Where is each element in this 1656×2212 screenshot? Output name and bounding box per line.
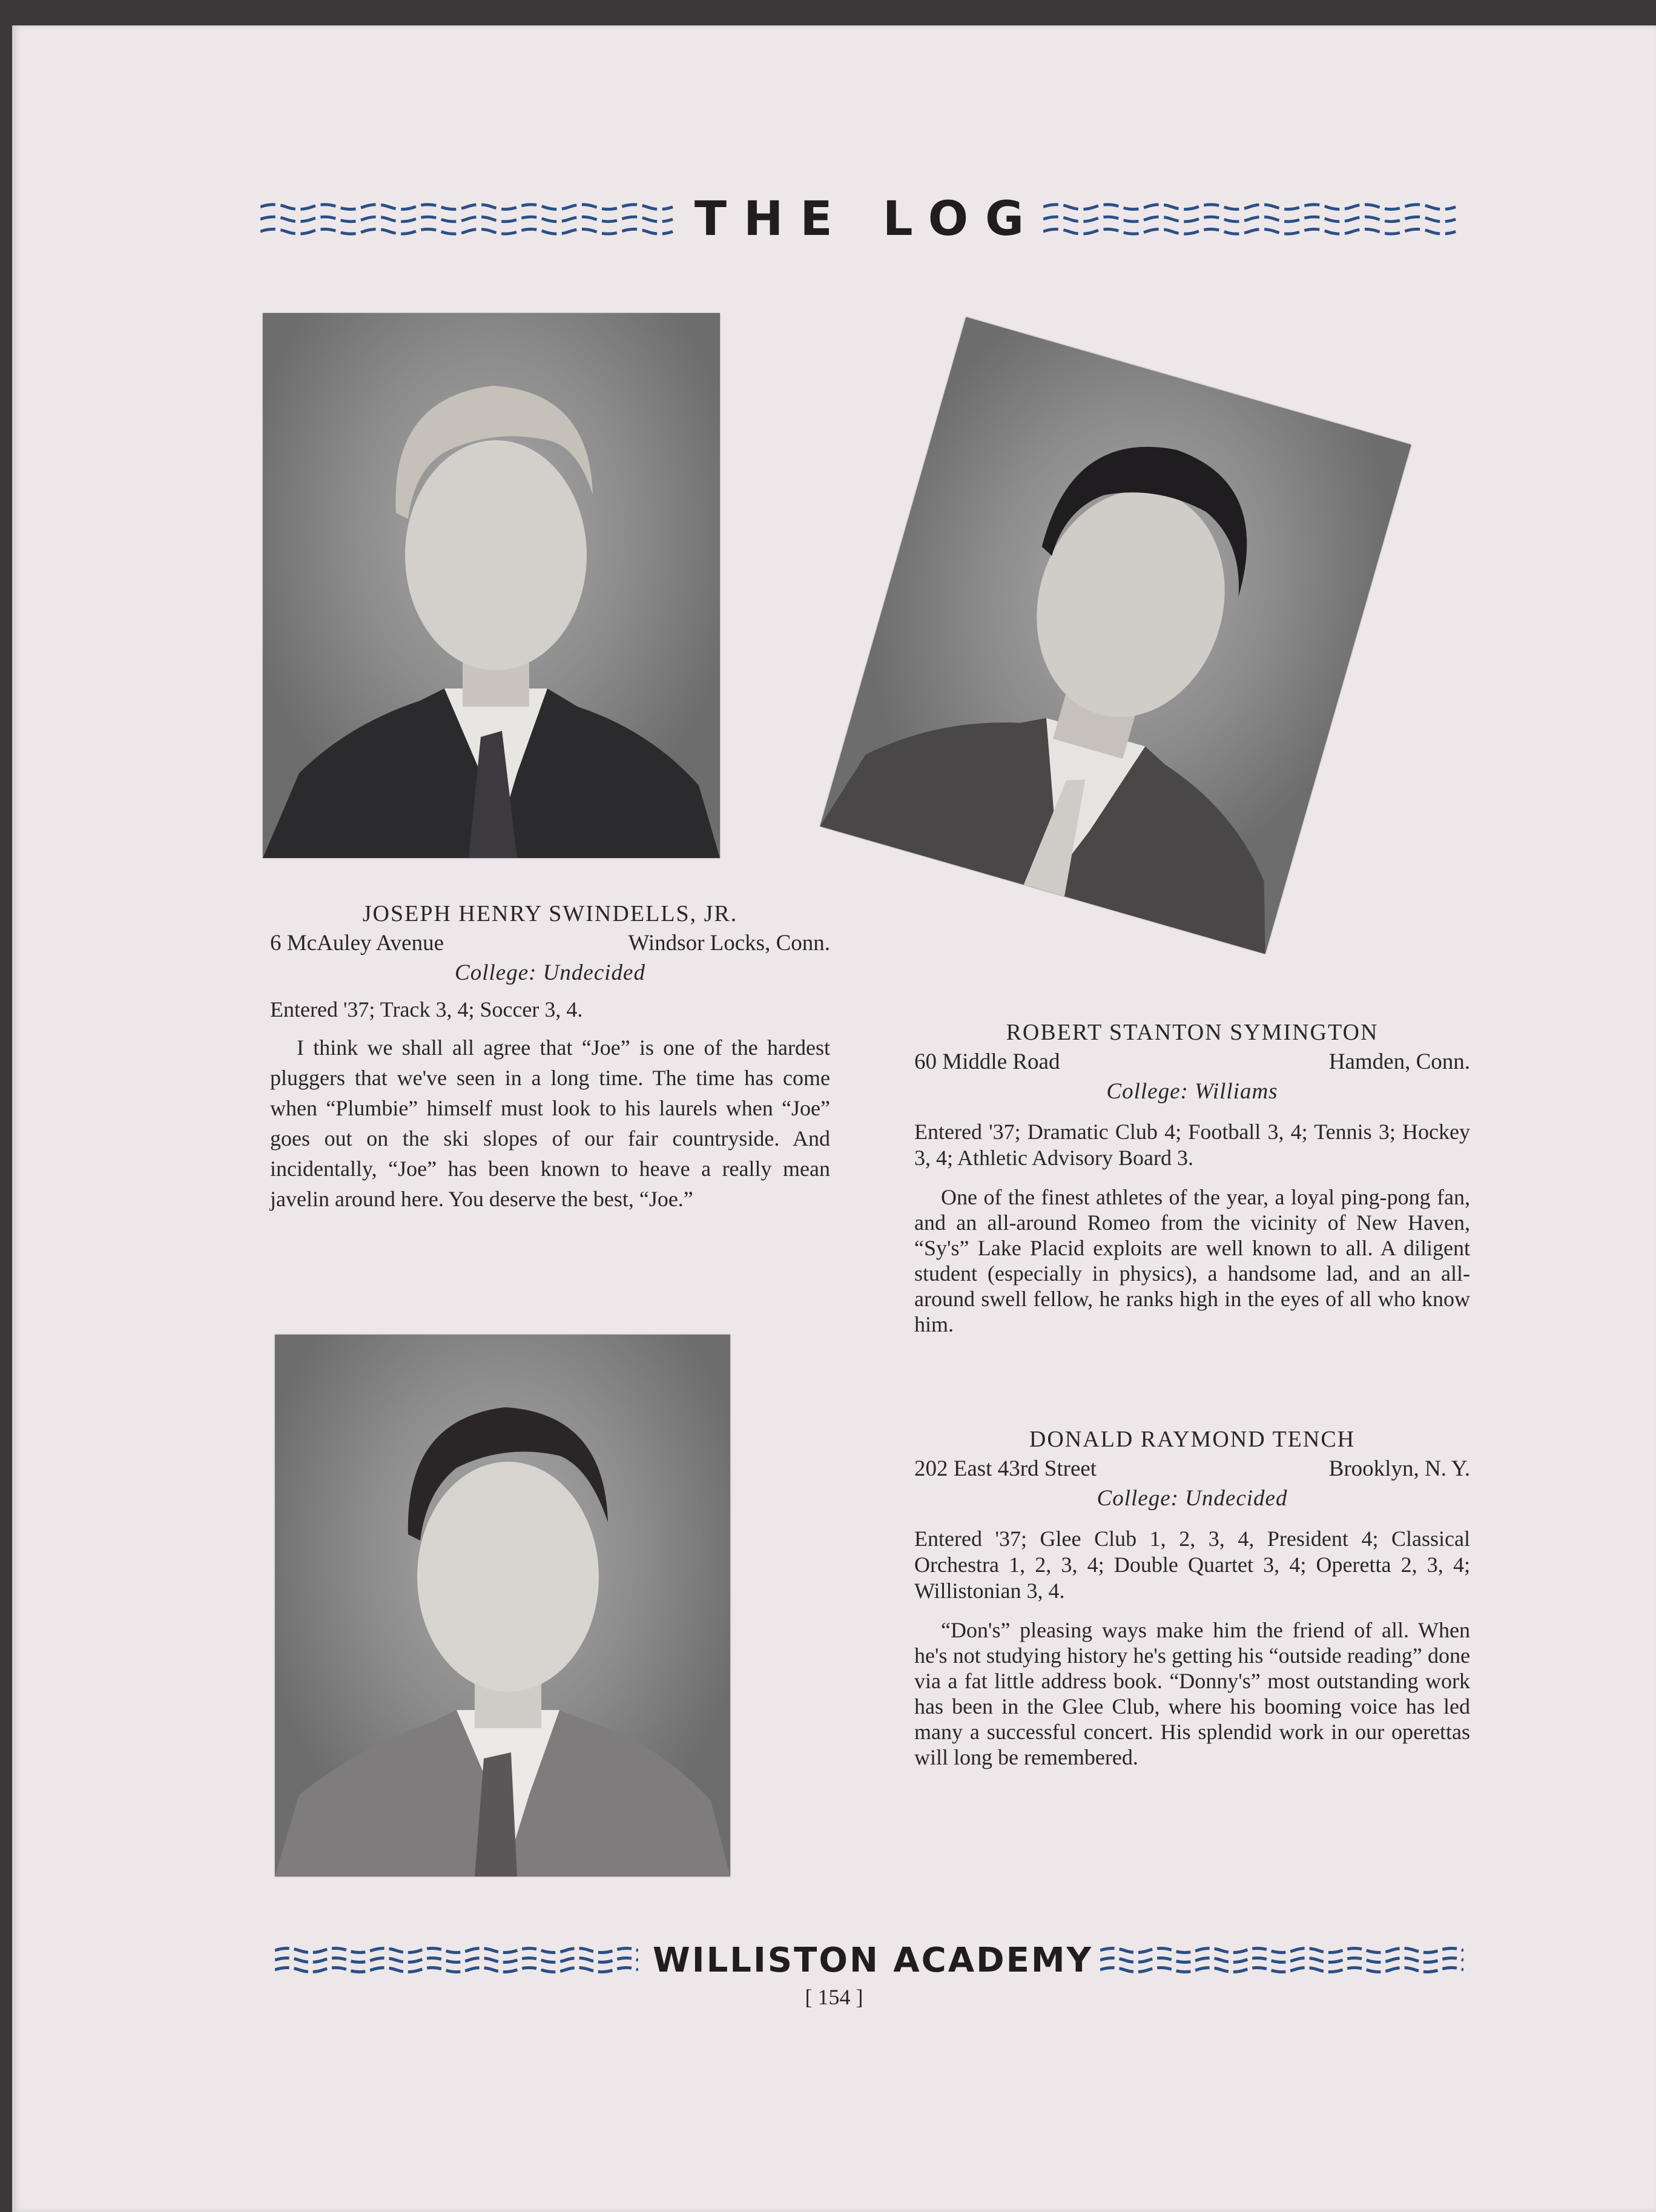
college-choice: College: Undecided [455, 960, 645, 985]
college-choice: College: Undecided [1097, 1486, 1288, 1511]
street-address: 60 Middle Road [914, 1049, 1060, 1074]
college-choice: College: Williams [1106, 1079, 1278, 1104]
page-number: [ 154 ] [805, 1985, 863, 2009]
portrait-swindells [263, 313, 720, 858]
student-name: DONALD RAYMOND TENCH [1029, 1427, 1356, 1452]
biography-text: “Don's” pleasing ways make him the friend of all. When he's not studying history he's getting his “outside reading” done via a fat little address book. “Donny's” most outstanding work has been in the Glee Club, where his booming voice has led many a successful concert. His splendid work in our operettas will long be remembered. [914, 1618, 1470, 1769]
town: Windsor Locks, Conn. [628, 931, 830, 956]
wave-ornament-right [1100, 1943, 1463, 1977]
portrait-tench [275, 1335, 730, 1877]
student-address [270, 929, 830, 958]
portrait-swindells-figure [263, 313, 720, 858]
town: Hamden, Conn. [1328, 1049, 1470, 1074]
portrait-symington-figure [820, 317, 1411, 954]
portrait-tench-figure [275, 1335, 730, 1877]
biography-text: One of the finest athletes of the year, a loyal ping-pong fan, and an all-around Romeo from the vicinity of New Haven, “Sy's” Lake Placid exploits are well known to all. A diligent student (especially in physics), a handsome lad, and an all-around swell fellow, he ranks high in the eyes of all who know him. [914, 1185, 1470, 1336]
student-address [914, 1454, 1470, 1484]
portrait-symington [820, 317, 1411, 954]
town: Brooklyn, N. Y. [1328, 1456, 1470, 1481]
wave-ornament-left [260, 198, 676, 240]
footer-title: WILLISTON ACADEMY [653, 1940, 1094, 1980]
entry-tench [914, 1424, 1470, 1770]
student-name: ROBERT STANTON SYMINGTON [1006, 1020, 1379, 1045]
biography-text: I think we shall all agree that “Joe” is one of the hardest pluggers that we've seen in a long time. The time has come when “Plumbie” himself must look to his laurels when “Joe” goes out on the ski slopes of our fair countryside. And incidentally, “Joe” has been known to heave a really mean javelin around here. You deserve the best, “Joe.” [270, 1035, 830, 1211]
wave-ornament-left [275, 1943, 638, 1977]
header-title: THE LOG [694, 192, 1041, 246]
street-address: 202 East 43rd Street [914, 1456, 1097, 1481]
student-address [914, 1048, 1470, 1077]
wave-ornament-right [1043, 198, 1459, 240]
street-address: 6 McAuley Avenue [270, 931, 444, 956]
activities: Entered '37; Dramatic Club 4; Football 3, 4; Tennis 3; Hockey 3, 4; Athletic Advisory Board 3. [914, 1120, 1470, 1170]
yearbook-page [12, 25, 1656, 2212]
activities: Entered '37; Track 3, 4; Soccer 3, 4. [270, 997, 583, 1022]
entry-swindells [270, 899, 830, 1214]
student-name: JOSEPH HENRY SWINDELLS, JR. [362, 901, 738, 926]
header-banner [260, 189, 1459, 249]
entry-symington [914, 1017, 1470, 1337]
activities: Entered '37; Glee Club 1, 2, 3, 4, President 4; Classical Orchestra 1, 2, 3, 4; Double Quartet 3, 4; Operetta 2, 3, 4; Willistonian 3, 4. [914, 1527, 1470, 1603]
footer-banner [275, 1939, 1474, 1981]
